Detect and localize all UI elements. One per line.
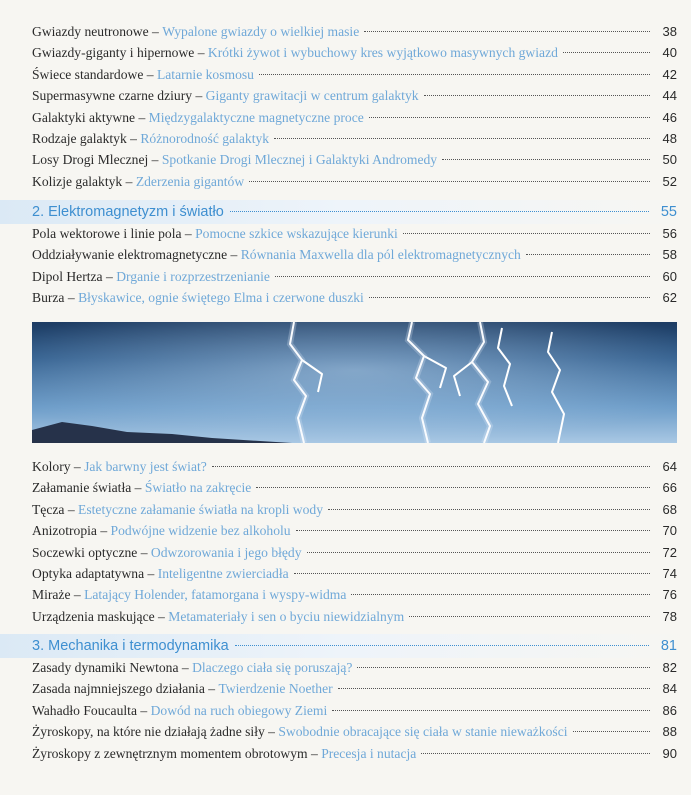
dot-leader <box>328 509 650 510</box>
toc-entry[interactable]: Dipol Hertza – Drganie i rozprzestrzenianie 60 <box>32 268 677 284</box>
dot-leader <box>259 74 650 75</box>
toc-entry[interactable]: Burza – Błyskawice, ognie świętego Elma i czerwone duszki 62 <box>32 290 677 306</box>
toc-entry[interactable]: Kolory – Jak barwny jest świat? 64 <box>32 459 677 474</box>
chapter-2-heading[interactable] <box>32 200 677 224</box>
toc-group-4 <box>32 657 677 764</box>
dot-leader <box>442 159 650 160</box>
dot-leader <box>424 95 650 96</box>
toc-entry[interactable]: Zasada najmniejszego działania – Twierdzenie Noether 84 <box>32 681 677 697</box>
toc-entry[interactable]: Świece standardowe – Latarnie kosmosu 42 <box>32 66 677 82</box>
toc-entry[interactable]: Supermasywne czarne dziury – Giganty grawitacji w centrum galaktyk 44 <box>32 88 677 104</box>
dot-leader <box>357 667 650 668</box>
dot-leader <box>256 487 650 488</box>
toc-group-1 <box>32 21 677 192</box>
dot-leader <box>235 645 649 646</box>
toc-entry[interactable]: Rodzaje galaktyk – Różnorodność galaktyk 48 <box>32 130 677 146</box>
toc-entry[interactable]: Wahadło Foucaulta – Dowód na ruch obiegowy Ziemi 86 <box>32 702 677 718</box>
dot-leader <box>563 52 650 53</box>
toc-entry[interactable]: Zasady dynamiki Newtona – Dlaczego ciała się poruszają? 82 <box>32 660 677 675</box>
dot-leader <box>369 297 650 298</box>
toc-entry[interactable]: Tęcza – Estetyczne załamanie światła na kropli wody 68 <box>32 501 677 517</box>
toc-entry[interactable]: Galaktyki aktywne – Międzygalaktyczne magnetyczne proce 46 <box>32 109 677 125</box>
chapter-page: 55 <box>660 204 677 220</box>
dot-leader <box>249 181 650 182</box>
toc-entry[interactable]: Żyroskopy z zewnętrznym momentem obrotowym – Precesja i nutacja 90 <box>32 745 677 761</box>
chapter-page: 81 <box>660 638 677 654</box>
toc-entry[interactable]: Optyka adaptatywna – Inteligentne zwierciadła 74 <box>32 565 677 581</box>
dot-leader <box>573 731 650 732</box>
dot-leader <box>526 254 650 255</box>
toc-entry[interactable]: Załamanie światła – Światło na zakręcie 66 <box>32 480 677 496</box>
toc-entry[interactable]: Losy Drogi Mlecznej – Spotkanie Drogi Mlecznej i Galaktyki Andromedy 50 <box>32 152 677 168</box>
chapter-3-heading[interactable] <box>32 634 677 658</box>
dot-leader <box>212 466 650 467</box>
dot-leader <box>421 753 650 754</box>
dot-leader <box>364 31 650 32</box>
dot-leader <box>338 688 650 689</box>
toc-entry[interactable]: Pola wektorowe i linie pola – Pomocne szkice wskazujące kierunki 56 <box>32 226 677 241</box>
dot-leader <box>230 211 649 212</box>
dot-leader <box>275 276 650 277</box>
dot-leader <box>369 117 650 118</box>
toc-entry[interactable]: Gwiazdy neutronowe – Wypalone gwiazdy o wielkiej masie 38 <box>32 24 677 39</box>
dot-leader <box>409 616 650 617</box>
toc-group-3 <box>32 456 677 627</box>
dot-leader <box>274 138 650 139</box>
toc-entry[interactable]: Oddziaływanie elektromagnetyczne – Równania Maxwella dla pól elektromagnetycznych 58 <box>32 247 677 263</box>
toc-entry[interactable]: Kolizje galaktyk – Zderzenia gigantów 52 <box>32 173 677 189</box>
toc-group-2 <box>32 223 677 309</box>
dot-leader <box>294 573 650 574</box>
toc-entry[interactable]: Urządzenia maskujące – Metamateriały i sen o byciu niewidzialnym 78 <box>32 608 677 624</box>
toc-entry[interactable]: Miraże – Latający Holender, fatamorgana i wyspy-widma 76 <box>32 587 677 603</box>
dot-leader <box>307 552 650 553</box>
dot-leader <box>332 710 650 711</box>
toc-entry[interactable]: Anizotropia – Podwójne widzenie bez alkoholu 70 <box>32 523 677 539</box>
dot-leader <box>351 594 650 595</box>
toc-entry[interactable]: Soczewki optyczne – Odwzorowania i jego błędy 72 <box>32 544 677 560</box>
toc-entry[interactable]: Gwiazdy-giganty i hipernowe – Krótki żywot i wybuchowy kres wyjątkowo masywnych gwiazd 40 <box>32 45 677 61</box>
lightning-photo <box>32 322 677 443</box>
dot-leader <box>403 233 650 234</box>
chapter-title: 2. Elektromagnetyzm i światło <box>32 204 224 220</box>
chapter-title: 3. Mechanika i termodynamika <box>32 638 229 654</box>
dot-leader <box>296 530 650 531</box>
toc-entry[interactable]: Żyroskopy, na które nie działają żadne siły – Swobodnie obracające się ciała w stanie nieważkości 88 <box>32 724 677 740</box>
